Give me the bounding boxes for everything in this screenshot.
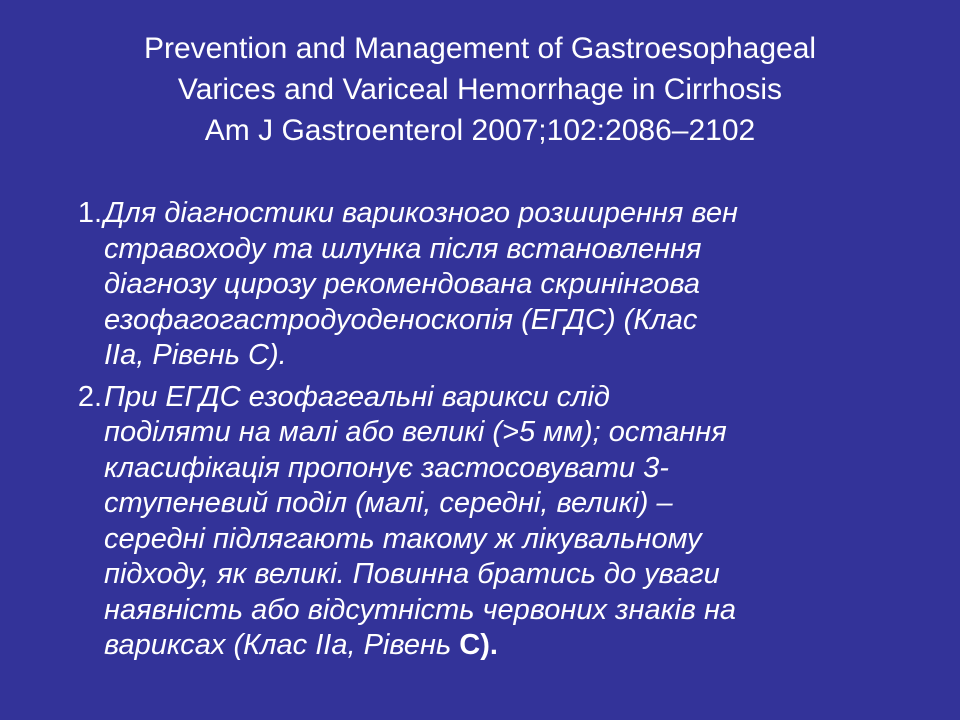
text-line: наявність або відсутність червоних знаків на bbox=[104, 593, 737, 626]
text-line: підходу, як великі. Повинна братись до уваги bbox=[104, 558, 720, 590]
text-line-prefix: вариксах (Клас IIa, Рівень bbox=[104, 629, 460, 661]
text-line: діагнозу цирозу рекомендована скринінгова bbox=[104, 268, 700, 300]
text-line: IIa, Рівень С). bbox=[104, 339, 287, 371]
text-line-last bbox=[104, 628, 940, 664]
text-line: стравоходу та шлунка після встановлення bbox=[104, 232, 702, 265]
text-line: При ЕГДС езофагеальні варикси слід bbox=[104, 380, 610, 413]
item-number: 1. bbox=[77, 197, 102, 229]
item-text bbox=[104, 196, 940, 374]
list-item-1 bbox=[60, 196, 940, 374]
slide-body bbox=[60, 196, 940, 670]
list-item-2 bbox=[60, 380, 940, 664]
text-line: езофагогастродуоденоскопія (ЕГДС) (Клас bbox=[104, 303, 698, 336]
item-text bbox=[104, 380, 940, 664]
text-line: класифікація пропонує застосовувати 3- bbox=[104, 451, 669, 484]
text-line: ступеневий поділ (малі, середні, великі) – bbox=[104, 487, 673, 519]
item-number: 2. bbox=[77, 380, 102, 413]
text-line-bold: С). bbox=[459, 629, 498, 661]
text-line: поділяти на малі або великі (>5 мм); остання bbox=[104, 416, 727, 448]
text-line: середні підлягають такому ж лікувальному bbox=[104, 522, 702, 555]
title-line-2: Varices and Variceal Hemorrhage in Cirrhosis bbox=[177, 73, 783, 106]
slide-title bbox=[30, 28, 930, 151]
title-line-1: Prevention and Management of Gastroesophageal bbox=[143, 32, 817, 65]
title-citation: Am J Gastroenterol 2007;102:2086–2102 bbox=[204, 114, 756, 147]
text-line: Для діагностики варикозного розширення вен bbox=[104, 197, 739, 229]
